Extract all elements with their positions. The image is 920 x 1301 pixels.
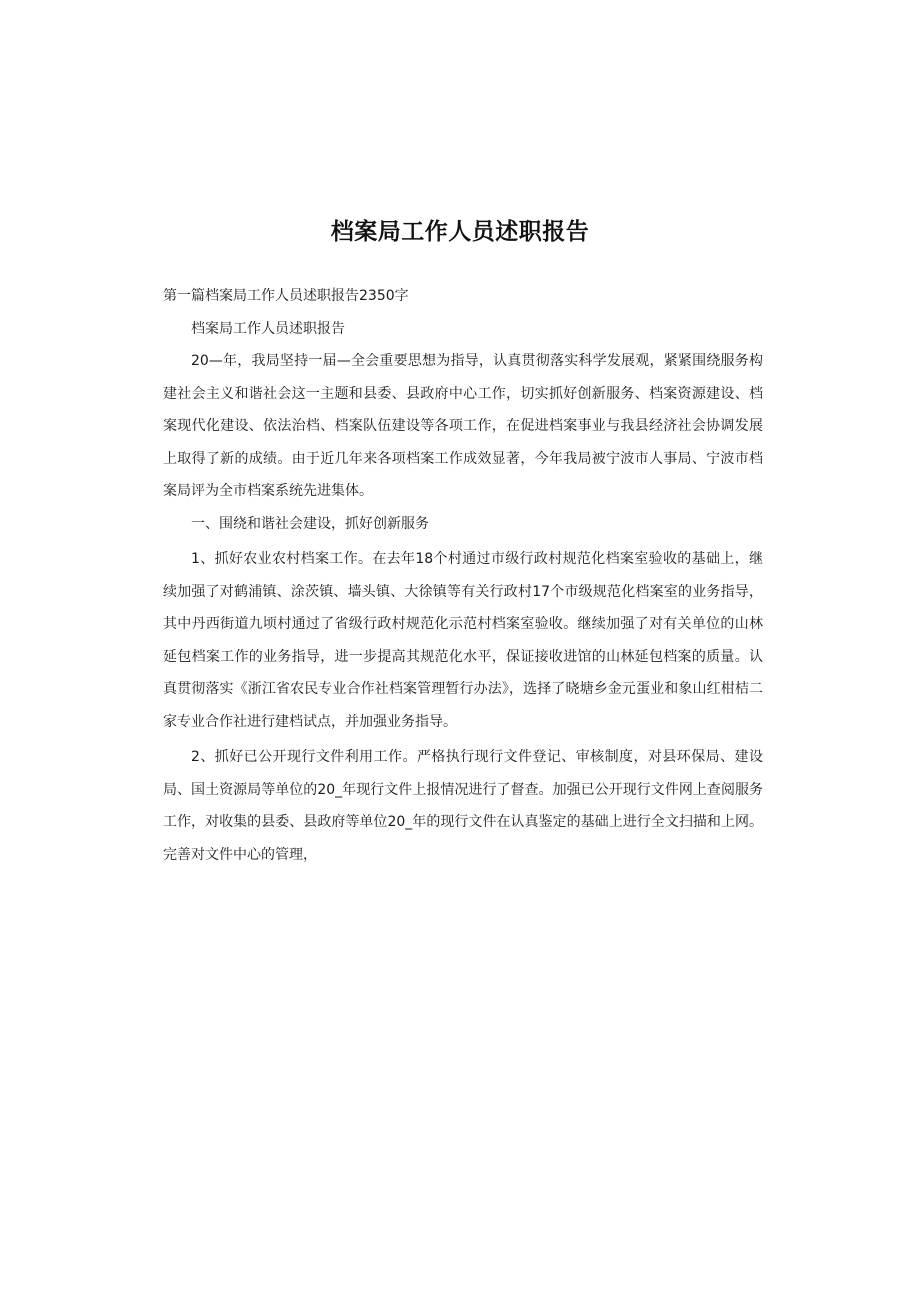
heading-one: 一、围绕和谐社会建设，抓好创新服务 — [191, 515, 429, 532]
paragraph-intro: 20—年，我局坚持一届—全会重要思想为指导，认真贯彻落实科学发展观，紧紧围绕服务构建社会主义和谐社会这一主题和县委、县政府中心工作，切实抓好创新服务、档案资源建设、档案现代化建设、依法治档、档案队伍建设等各项工作，在促进档案事业与我县经济社会协调发展上取得了新的成绩。由于近几年来各项档案工作成效显著，今年我局被宁波市人事局、宁波市档案局评为全市档案系统先进集体。 — [163, 353, 763, 499]
paragraph-item-one: 1、抓好农业农村档案工作。在去年18个村通过市级行政村规范化档案室验收的基础上，继续加强了对鹤浦镇、涂茨镇、墙头镇、大徐镇等有关行政村17个市级规范化档案室的业务指导，其中丹西街道九顷村通过了省级行政村规范化示范村档案室验收。继续加强了对有关单位的山林延包档案工作的业务指导，进一步提高其规范化水平，保证接收进馆的山林延包档案的质量。认真贯彻落实《浙江省农民专业合作社档案管理暂行办法》，选择了晓塘乡金元蛋业和象山红柑桔二家专业合作社进行建档试点，并加强业务指导。 — [163, 551, 763, 730]
paragraph-item-two: 2、抓好已公开现行文件利用工作。严格执行现行文件登记、审核制度，对县环保局、建设局、国土资源局等单位的20_年现行文件上报情况进行了督查。加强已公开现行文件网上查阅服务工作，对收集的县委、县政府等单位20_年的现行文件在认真鉴定的基础上进行全文扫描和上网。完善对文件中心的管理， — [163, 749, 763, 863]
document-title: 档案局工作人员述职报告 — [330, 219, 590, 245]
report-title: 档案局工作人员述职报告 — [191, 320, 345, 337]
document-body — [163, 280, 763, 871]
section-heading: 第一篇档案局工作人员述职报告2350字 — [163, 288, 409, 304]
